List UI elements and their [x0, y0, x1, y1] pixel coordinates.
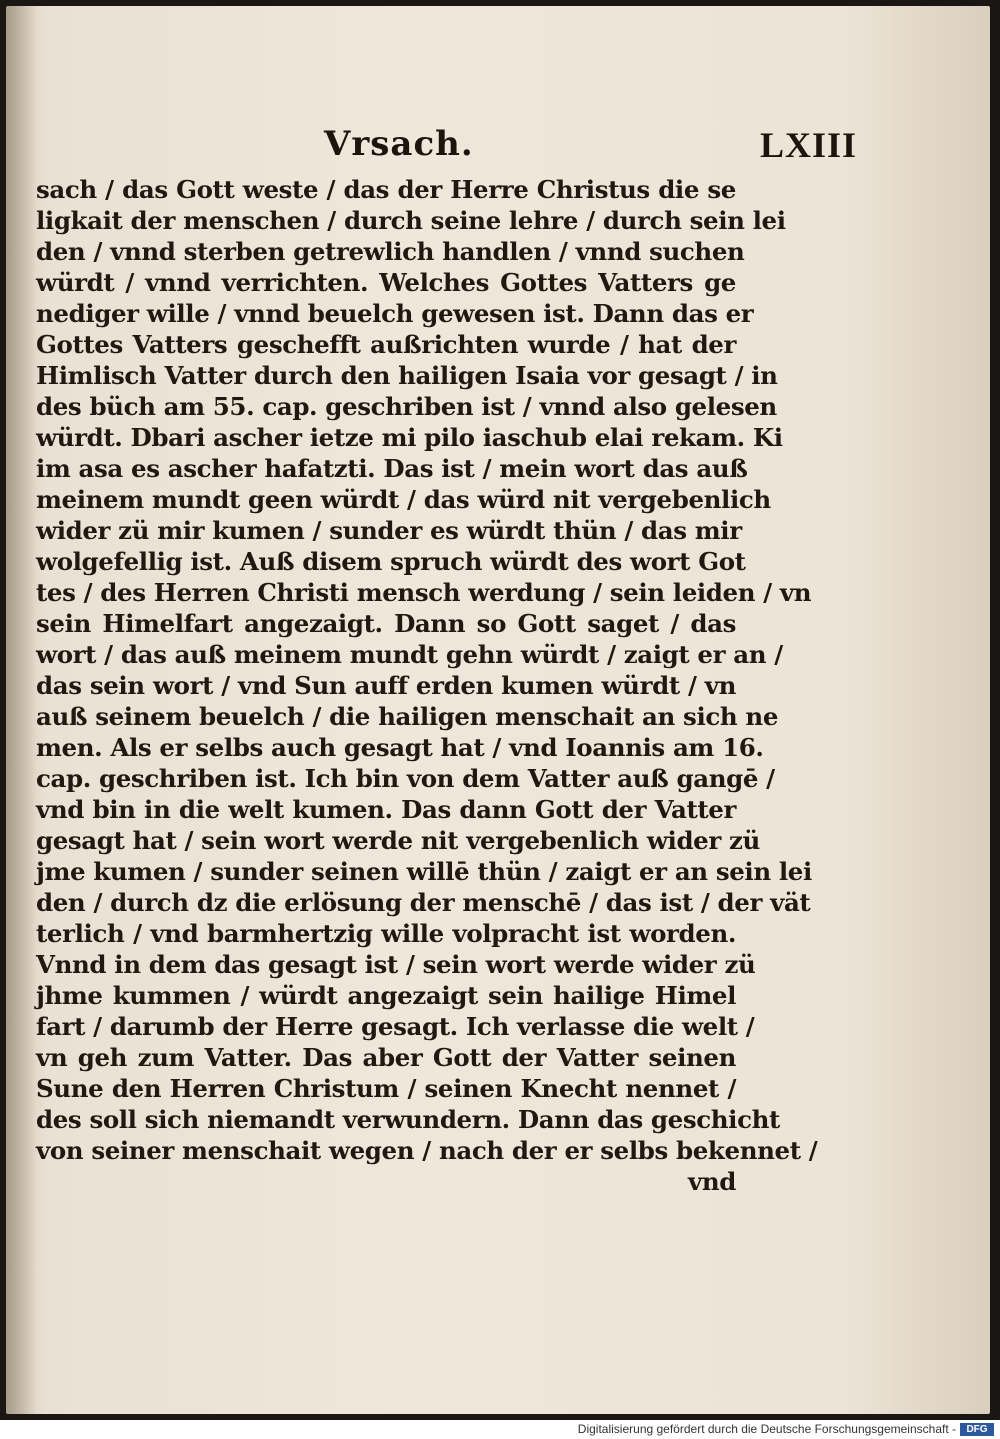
text-line: vnd bin in die welt kumen. Das dann Gott der Vatter [36, 795, 736, 824]
text-line: sein Himelfart angezaigt. Dann so Gott saget / das [36, 609, 736, 638]
footer-bar [0, 1420, 1000, 1439]
text-line: würdt / vnnd verrichten. Welches Gottes Vatters ge [36, 268, 736, 297]
text-line: würdt. Dbari ascher ietze mi pilo iaschub elai rekam. Ki [36, 423, 783, 452]
running-head: Vrsach. [324, 124, 474, 164]
text-line: im asa es ascher hafatzti. Das ist / mein wort das auß [36, 454, 748, 483]
text-line: wort / das auß meinem mundt gehn würdt / zaigt er an / [36, 640, 783, 669]
text-line: tes / des Herren Christi mensch werdung / sein leiden / vn [36, 578, 812, 607]
funding-credit: Digitalisierung gefördert durch die Deutsche Forschungsgemeinschaft - [577, 1422, 956, 1436]
text-line: vnd [688, 1167, 736, 1196]
text-line: cap. geschriben ist. Ich bin von dem Vatter auß gangē / [36, 764, 775, 793]
text-line: vn geh zum Vatter. Das aber Gott der Vatter seinen [36, 1043, 736, 1072]
text-line: meinem mundt geen würdt / das würd nit vergebenlich [36, 485, 771, 514]
book-page [6, 6, 990, 1414]
text-line: nediger wille / vnnd beuelch gewesen ist. Dann das er [36, 299, 754, 328]
text-line: Gottes Vatters geschefft außrichten wurde / hat der [36, 330, 736, 359]
text-line: terlich / vnd barmhertzig wille volpracht ist worden. [36, 919, 736, 948]
text-line: das sein wort / vnd Sun auff erden kumen würdt / vn [36, 671, 736, 700]
text-block [36, 174, 818, 1197]
text-line: men. Als er selbs auch gesagt hat / vnd Ioannis am 16. [36, 733, 764, 762]
text-line: den / vnnd sterben getrewlich handlen / vnnd suchen [36, 237, 745, 266]
spine-shadow [6, 6, 36, 1414]
text-line: ligkait der menschen / durch seine lehre / durch sein lei [36, 206, 786, 235]
text-line: Sune den Herren Christum / seinen Knecht nennet / [36, 1074, 736, 1103]
text-line: wolgefellig ist. Auß disem spruch würdt des wort Got [36, 547, 746, 576]
text-line: sach / das Gott weste / das der Herre Christus die se [36, 175, 736, 204]
text-line: des büch am 55. cap. geschriben ist / vnnd also gelesen [36, 392, 777, 421]
text-line: von seiner menschait wegen / nach der er selbs bekennet / [36, 1136, 818, 1165]
text-line: den / durch dz die erlösung der menschē / das ist / der vät [36, 888, 811, 917]
text-line: auß seinem beuelch / die hailigen menschait an sich ne [36, 702, 779, 731]
text-line: jme kumen / sunder seinen willē thün / zaigt er an sein lei [36, 857, 812, 886]
text-line: Himlisch Vatter durch den hailigen Isaia vor gesagt / in [36, 361, 778, 390]
text-line: des soll sich niemandt verwundern. Dann das geschicht [36, 1105, 780, 1134]
text-line: wider zü mir kumen / sunder es würdt thün / das mir [36, 516, 742, 545]
text-line: gesagt hat / sein wort werde nit vergebenlich wider zü [36, 826, 760, 855]
text-line: fart / darumb der Herre gesagt. Ich verlasse die welt / [36, 1012, 755, 1041]
dfg-logo-icon: DFG [960, 1423, 994, 1436]
folio-number: LXIII [760, 125, 858, 165]
text-line: Vnnd in dem das gesagt ist / sein wort werde wider zü [36, 950, 756, 979]
text-line: jhme kummen / würdt angezaigt sein hailige Himel [36, 981, 736, 1010]
